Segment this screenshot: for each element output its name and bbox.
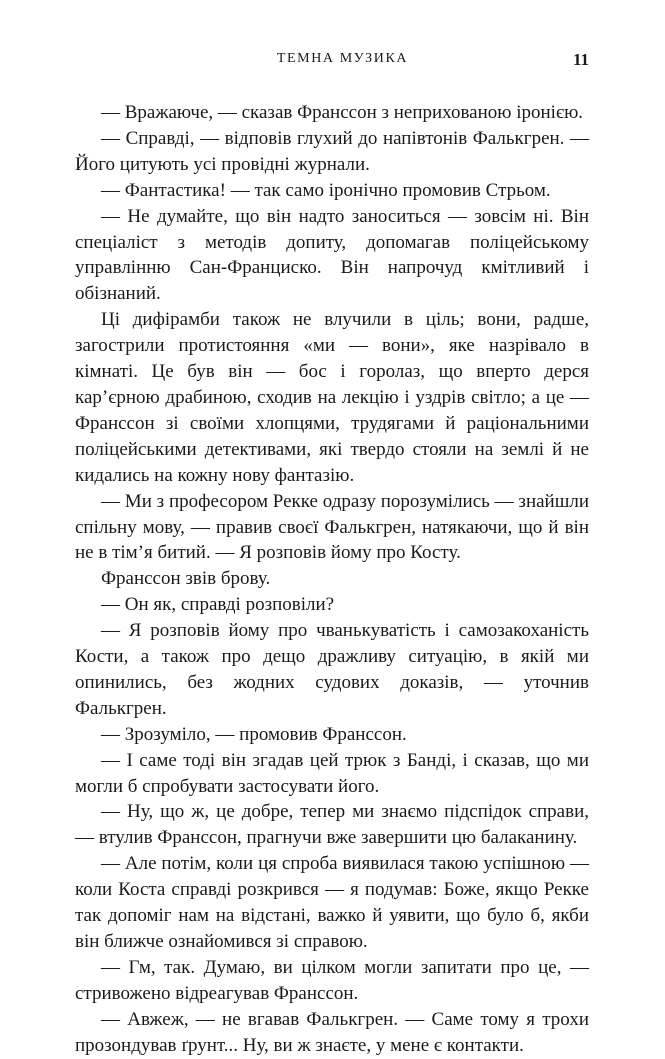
paragraph: Франссон звів брову. <box>101 568 271 590</box>
paragraph: — Але потім, коли ця спроба виявилася такою успішною — коли Коста справді розкрився — я подумав: Боже, якщо Рекке так допоміг нам на відстані, важко й уявити, що було б, якби він ближче ознайомився зі справою. <box>75 853 589 952</box>
paragraph: — Не думайте, що він надто заноситься — зовсім ні. Він спеціаліст з методів допиту, допомагав поліцейському управлінню Сан-Франциско. Він напрочуд кмітливий і обізнаний. <box>75 205 589 305</box>
paragraph: — Ми з професором Рекке одразу порозумілись — знайшли спільну мову, — правив своєї Фалькгрен, натякаючи, що й він не в тім’я битий. — Я розповів йому про Косту. <box>75 490 589 564</box>
paragraph: — Вражаюче, — сказав Франссон з неприхованою іронією. <box>101 102 584 123</box>
page-number: 11 <box>572 50 589 69</box>
paragraph: — Я розповів йому про чванькуватість і самозакоханість Кости, а також про дещо дражливу ситуацію, в якій ми опинились, без жодних судових доказів, — уточнив Фалькгрен. <box>75 620 589 719</box>
paragraph: — Справді, — відповів глухий до напівтонів Фалькгрен. — Його цитують усі провідні журнали. <box>75 127 589 175</box>
paragraph: — Он як, справді розповіли? <box>101 594 335 616</box>
paragraph: — Авжеж, — не вгавав Фалькгрен. — Саме тому я трохи прозондував ґрунт... Ну, ви ж знаєте, у мене є контакти. <box>75 1008 589 1056</box>
paragraph: — І саме тоді він згадав цей трюк з Банді, і сказав, що ми могли б спробувати застосувати його. <box>75 749 589 797</box>
text-body <box>75 100 589 1059</box>
paragraph: — Гм, так. Думаю, ви цілком могли запитати про це, — стривожено відреагував Франссон. <box>75 956 589 1004</box>
running-title: ТЕМНА МУЗИКА <box>276 51 409 66</box>
running-head <box>0 51 665 71</box>
paragraph: — Зрозуміло, — промовив Франссон. <box>101 723 407 745</box>
paragraph: — Фантастика! — так само іронічно промовив Стрьом. <box>101 179 551 201</box>
paragraph: — Ну, що ж, це добре, тепер ми знаємо підспідок справи, — втулив Франссон, прагнучи вже завершити цю балаканину. <box>75 801 589 849</box>
paragraph: Ці дифірамби також не влучили в ціль; вони, радше, загострили протистояння «ми — вони», яке назрівало в кімнаті. Це був він — бос і горолаз, що вперто дерся кар’єрною драбиною, сходив на лекцію і уздрів світло; а це — Франссон зі своїми хлопцями, трудягами й раціональними поліцейськими детективами, які твердо стояли на землі й не кидались на кожну нову фантазію. <box>75 309 589 486</box>
